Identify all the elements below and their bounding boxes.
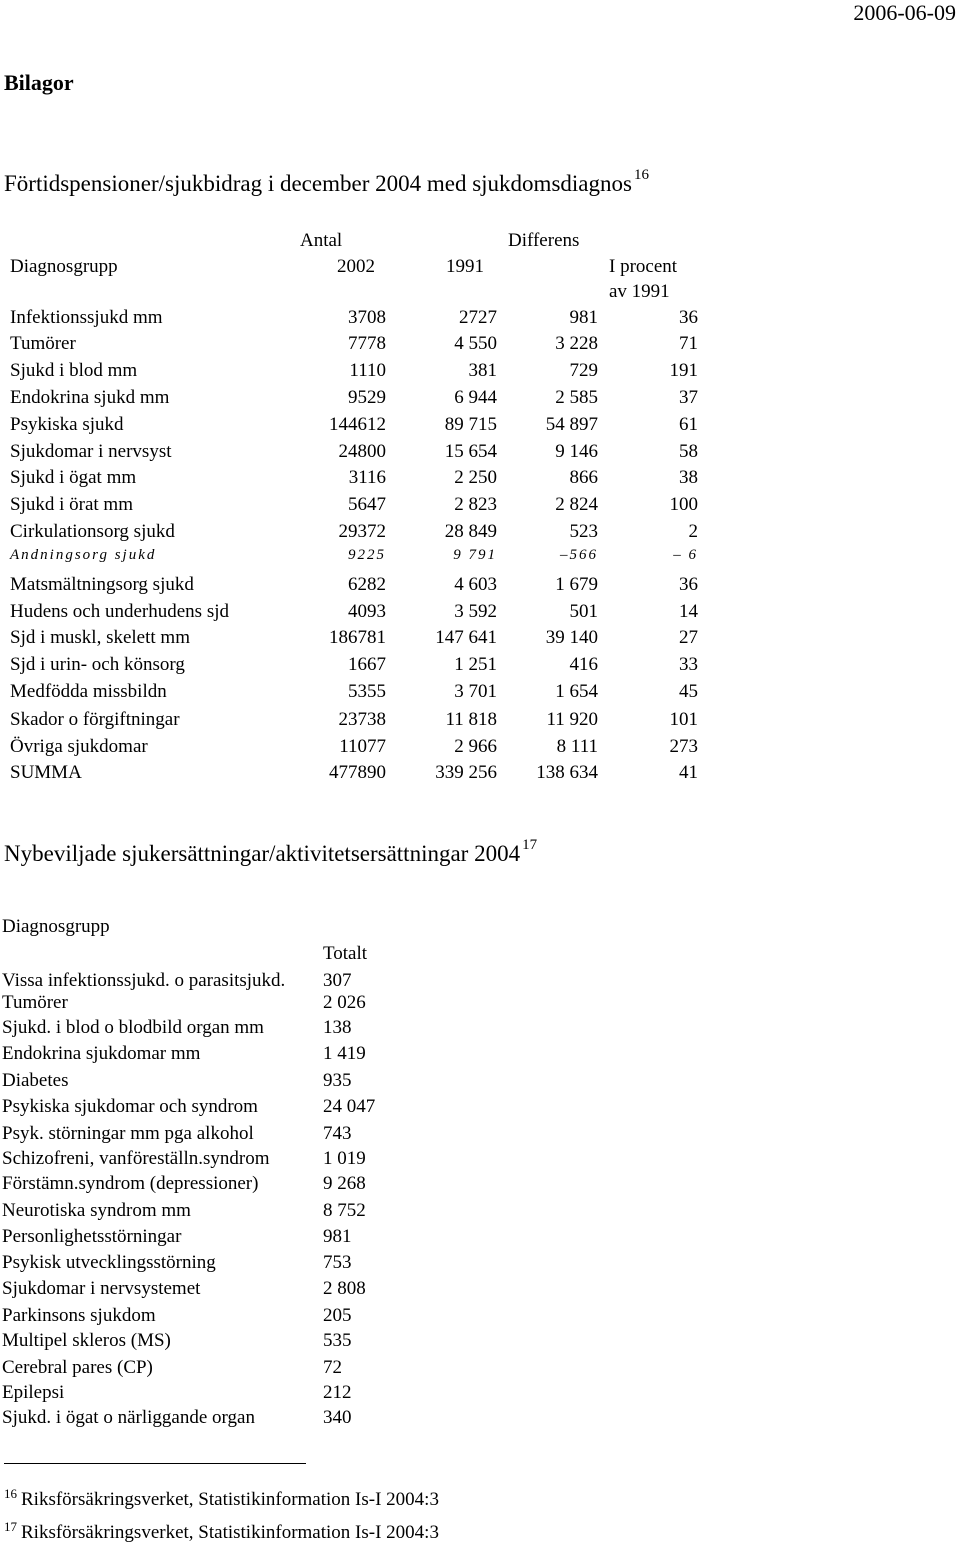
value-2002-cell: 1110: [349, 360, 386, 381]
difference-cell: 3 228: [555, 333, 598, 354]
total-cell: 981: [323, 1226, 352, 1247]
diagnosis-cell: Psykiska sjukd: [10, 414, 124, 435]
table-row: [0, 307, 960, 333]
table-row: [0, 360, 960, 386]
table-row: [0, 1278, 960, 1304]
table-row: [0, 521, 960, 547]
table-row: [0, 494, 960, 520]
value-1991-cell: 6 944: [454, 387, 497, 408]
value-2002-cell: 186781: [329, 627, 386, 648]
diagnosis-cell: Sjukd i ögat mm: [10, 467, 137, 488]
diagnosis-cell: Sjukd i blod mm: [10, 360, 138, 381]
value-2002-cell: 477890: [329, 762, 386, 783]
value-2002-cell: 1667: [348, 654, 386, 675]
percent-cell: 100: [669, 494, 698, 515]
percent-cell: 37: [679, 387, 698, 408]
total-cell: 2 808: [323, 1278, 366, 1299]
percent-cell: 191: [669, 360, 698, 381]
diagnosis-cell: Medfödda missbildn: [10, 681, 167, 702]
table-row: [0, 1173, 960, 1199]
percent-cell: 71: [679, 333, 698, 354]
diagnosis-cell: Cirkulationsorg sjukd: [10, 521, 175, 542]
percent-cell: – 6: [673, 547, 698, 563]
diagnosis-cell: Multipel skleros (MS): [2, 1330, 171, 1351]
diagnosis-cell: Sjd i muskl, skelett mm: [10, 627, 190, 648]
table-row: [0, 736, 960, 762]
footnote-ref: 16: [633, 167, 649, 183]
value-1991-cell: 339 256: [435, 762, 497, 783]
value-2002-cell: 23738: [338, 709, 386, 730]
value-1991-cell: 2727: [459, 307, 497, 328]
difference-cell: 1 654: [555, 681, 598, 702]
footnote-ref: 17: [522, 837, 538, 853]
footnote-17: [4, 1519, 439, 1544]
value-2002-cell: 3116: [348, 467, 386, 488]
table1-title-text: Förtidspensioner/sjukbidrag i december 2004 med sjukdomsdiagnos: [4, 171, 632, 196]
percent-cell: 36: [679, 574, 698, 595]
difference-cell: 1 679: [555, 574, 598, 595]
table2-title-text: Nybeviljade sjukersättningar/aktivitetsersättningar 2004: [4, 841, 521, 866]
table-row: [0, 601, 960, 627]
value-2002-cell: 29372: [338, 521, 386, 542]
value-1991-cell: 147 641: [435, 627, 497, 648]
total-cell: 753: [323, 1252, 352, 1273]
difference-cell: 523: [569, 521, 598, 542]
value-1991-cell: 9 791: [453, 547, 497, 563]
diagnosis-cell: Sjukd i örat mm: [10, 494, 133, 515]
percent-cell: 61: [679, 414, 698, 435]
table-row: [0, 1043, 960, 1069]
total-cell: 743: [323, 1123, 352, 1144]
table-row: [0, 1070, 960, 1096]
value-1991-cell: 2 823: [454, 494, 497, 515]
diagnosis-cell: Sjukd. i ögat o närliggande organ: [2, 1407, 255, 1428]
total-cell: 138: [323, 1017, 352, 1038]
percent-cell: 41: [679, 762, 698, 783]
header-antal: Antal: [300, 230, 343, 251]
percent-cell: 273: [669, 736, 698, 757]
difference-cell: 2 585: [555, 387, 598, 408]
total-cell: 535: [323, 1330, 352, 1351]
value-2002-cell: 7778: [348, 333, 386, 354]
diagnosis-cell: Sjukdomar i nervsystemet: [2, 1278, 201, 1299]
diagnosis-cell: Psykiska sjukdomar och syndrom: [2, 1096, 258, 1117]
difference-cell: 981: [569, 307, 598, 328]
value-2002-cell: 11077: [339, 736, 386, 757]
table-row: [0, 681, 960, 707]
diagnosis-cell: Andningsorg sjukd: [10, 547, 157, 563]
section-heading: Bilagor: [4, 70, 74, 95]
table-row: [0, 709, 960, 735]
footnote-text: Riksförsäkringsverket, Statistikinformation Is-I 2004:3: [21, 1522, 439, 1543]
table1-title: [4, 167, 649, 197]
total-cell: 8 752: [323, 1200, 366, 1221]
diagnosis-cell: Schizofreni, vanföreställn.syndrom: [2, 1148, 270, 1169]
percent-cell: 101: [669, 709, 698, 730]
total-cell: 340: [323, 1407, 352, 1428]
table2-title: [4, 837, 538, 867]
value-1991-cell: 1 251: [454, 654, 497, 675]
diagnosis-cell: Endokrina sjukdomar mm: [2, 1043, 201, 1064]
difference-cell: 416: [569, 654, 598, 675]
table-row: [0, 387, 960, 413]
footnote-number: 17: [4, 1519, 17, 1534]
value-1991-cell: 89 715: [444, 414, 497, 435]
table-row: [0, 574, 960, 600]
value-2002-cell: 6282: [348, 574, 386, 595]
diagnosis-cell: Sjukd. i blod o blodbild organ mm: [2, 1017, 264, 1038]
difference-cell: 39 140: [545, 627, 598, 648]
diagnosis-cell: Psykisk utvecklingsstörning: [2, 1252, 216, 1273]
table-row: [0, 1330, 960, 1356]
diagnosis-cell: Matsmältningsorg sjukd: [10, 574, 194, 595]
header-percent: I procent: [609, 256, 678, 277]
diagnosis-cell: Neurotiska syndrom mm: [2, 1200, 191, 1221]
total-cell: 9 268: [323, 1173, 366, 1194]
diagnosis-cell: Vissa infektionssjukd. o parasitsjukd.: [2, 970, 286, 991]
difference-cell: –566: [560, 547, 598, 563]
table-row: [0, 654, 960, 680]
table-row: [0, 762, 960, 788]
total-cell: 72: [323, 1357, 342, 1378]
percent-cell: 38: [679, 467, 698, 488]
table-row: [0, 1382, 960, 1408]
difference-cell: 11 920: [546, 709, 598, 730]
table-row: [0, 992, 960, 1018]
percent-cell: 36: [679, 307, 698, 328]
value-2002-cell: 24800: [338, 441, 386, 462]
header-differens: Differens: [508, 230, 580, 251]
difference-cell: 866: [569, 467, 598, 488]
footnote-text: Riksförsäkringsverket, Statistikinformation Is-I 2004:3: [21, 1489, 439, 1510]
diagnosis-cell: Epilepsi: [2, 1382, 65, 1403]
footnote-divider: [4, 1463, 306, 1464]
table-row: [0, 333, 960, 359]
table-row: [0, 1226, 960, 1252]
table-row: [0, 1200, 960, 1226]
table-row: [0, 1407, 960, 1433]
total-cell: 212: [323, 1382, 352, 1403]
percent-cell: 2: [688, 521, 698, 542]
diagnosis-cell: SUMMA: [10, 762, 82, 783]
diagnosis-cell: Förstämn.syndrom (depressioner): [2, 1173, 259, 1194]
table-row: [0, 441, 960, 467]
diagnosis-cell: Hudens och underhudens sjd: [10, 601, 229, 622]
difference-cell: 2 824: [555, 494, 598, 515]
total-cell: 24 047: [323, 1096, 376, 1117]
percent-cell: 45: [679, 681, 698, 702]
value-2002-cell: 5647: [348, 494, 386, 515]
value-2002-cell: 3708: [348, 307, 386, 328]
value-1991-cell: 3 701: [454, 681, 497, 702]
diagnosis-cell: Personlighetsstörningar: [2, 1226, 182, 1247]
difference-cell: 8 111: [556, 736, 598, 757]
diagnosis-cell: Tumörer: [2, 992, 68, 1013]
total-cell: 307: [323, 970, 352, 991]
header-percent-sub: av 1991: [609, 281, 670, 302]
value-1991-cell: 2 966: [454, 736, 497, 757]
diagnosis-cell: Skador o förgiftningar: [10, 709, 180, 730]
value-2002-cell: 9529: [348, 387, 386, 408]
table-row: [0, 1252, 960, 1278]
total-cell: 1 419: [323, 1043, 366, 1064]
percent-cell: 14: [679, 601, 698, 622]
diagnosis-cell: Infektionssjukd mm: [10, 307, 163, 328]
difference-cell: 54 897: [545, 414, 598, 435]
percent-cell: 33: [679, 654, 698, 675]
percent-cell: 27: [679, 627, 698, 648]
value-2002-cell: 144612: [329, 414, 386, 435]
difference-cell: 138 634: [536, 762, 598, 783]
table-row: [0, 1096, 960, 1122]
diagnosis-cell: Psyk. störningar mm pga alkohol: [2, 1123, 254, 1144]
diagnosis-cell: Cerebral pares (CP): [2, 1357, 153, 1378]
diagnosis-cell: Övriga sjukdomar: [10, 736, 148, 757]
header-diagnosgrupp: Diagnosgrupp: [10, 256, 118, 277]
diagnosis-cell: Sjd i urin- och könsorg: [10, 654, 185, 675]
diagnosis-cell: Endokrina sjukd mm: [10, 387, 170, 408]
value-1991-cell: 4 550: [454, 333, 497, 354]
header-1991: 1991: [446, 256, 484, 277]
total-cell: 2 026: [323, 992, 366, 1013]
diagnosis-cell: Diabetes: [2, 1070, 69, 1091]
total-cell: 1 019: [323, 1148, 366, 1169]
difference-cell: 501: [569, 601, 598, 622]
diagnosis-cell: Tumörer: [10, 333, 76, 354]
value-2002-cell: 9225: [348, 547, 386, 563]
table-row: [0, 467, 960, 493]
value-2002-cell: 5355: [348, 681, 386, 702]
table2-header-totalt: Totalt: [323, 943, 368, 964]
value-1991-cell: 2 250: [454, 467, 497, 488]
diagnosis-cell: Sjukdomar i nervsyst: [10, 441, 172, 462]
value-1991-cell: 3 592: [454, 601, 497, 622]
value-1991-cell: 28 849: [444, 521, 497, 542]
header-2002: 2002: [337, 256, 375, 277]
value-1991-cell: 11 818: [445, 709, 497, 730]
footnote-number: 16: [4, 1486, 17, 1501]
table-row: [0, 1148, 960, 1174]
footnote-16: [4, 1486, 439, 1511]
page-date: 2006-06-09: [853, 0, 956, 25]
total-cell: 205: [323, 1305, 352, 1326]
difference-cell: 729: [569, 360, 598, 381]
table-row: [0, 1305, 960, 1331]
percent-cell: 58: [679, 441, 698, 462]
table-row: [0, 627, 960, 653]
table-row: [0, 414, 960, 440]
value-1991-cell: 15 654: [444, 441, 497, 462]
table-row: [0, 1123, 960, 1149]
value-1991-cell: 381: [468, 360, 497, 381]
table2-header-diagnosgrupp: Diagnosgrupp: [2, 916, 110, 937]
diagnosis-cell: Parkinsons sjukdom: [2, 1305, 156, 1326]
table-row: [0, 547, 960, 573]
table-row: [0, 1017, 960, 1043]
value-1991-cell: 4 603: [454, 574, 497, 595]
difference-cell: 9 146: [555, 441, 598, 462]
table-row: [0, 1357, 960, 1383]
value-2002-cell: 4093: [348, 601, 386, 622]
total-cell: 935: [323, 1070, 352, 1091]
